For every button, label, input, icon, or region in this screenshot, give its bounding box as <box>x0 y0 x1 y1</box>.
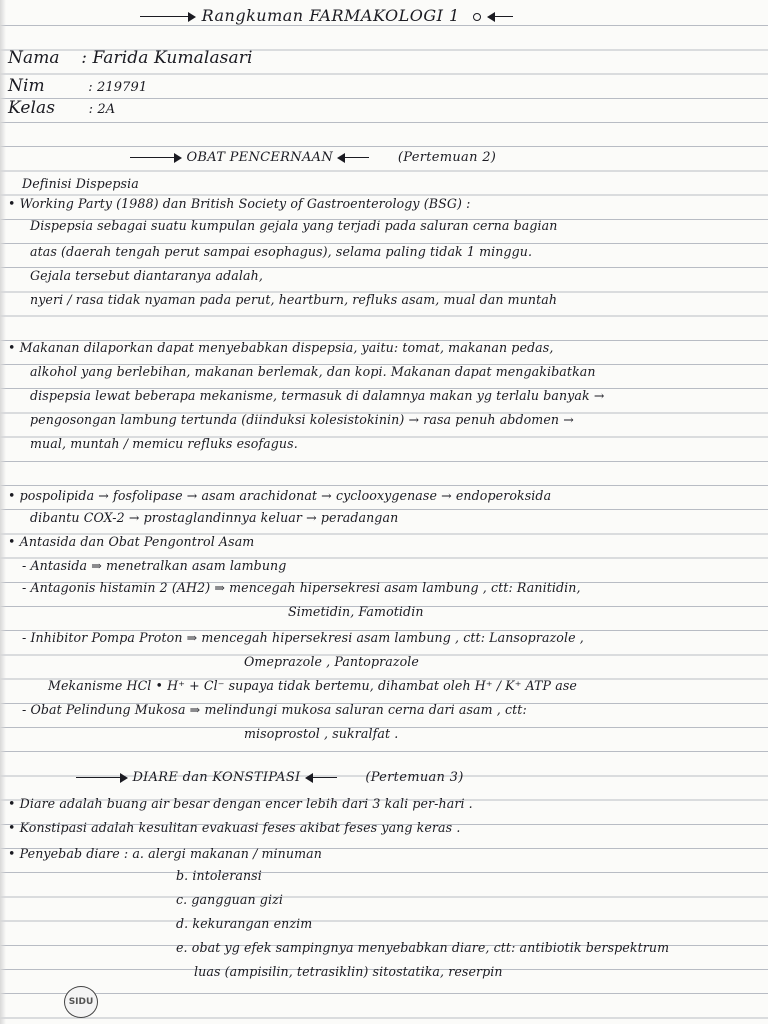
section-meeting: (Pertemuan 3) <box>365 770 464 785</box>
note-line: c. gangguan gizi <box>176 892 283 907</box>
page-edge-shadow <box>0 0 6 1024</box>
note-line: - Inhibitor Pompa Proton ⇒ mencegah hipersekresi asam lambung , ctt: Lansoprazole , <box>22 630 584 645</box>
name-value: : Farida Kumalasari <box>81 48 253 68</box>
section-heading: DIARE dan KONSTIPASI <box>132 770 301 785</box>
note-line: d. kekurangan enzim <box>176 916 313 931</box>
nim-label: Nim <box>8 76 45 96</box>
right-arrow-icon <box>76 773 128 783</box>
note-line: misoprostol , sukralfat . <box>244 726 399 741</box>
nim-value: : 219791 <box>88 80 148 95</box>
note-line: e. obat yg efek sampingnya menyebabkan diare, ctt: antibiotik berspektrum <box>176 940 670 955</box>
section-meeting: (Pertemuan 2) <box>397 150 497 165</box>
left-arrow-icon <box>487 12 513 22</box>
left-arrow-icon <box>337 153 369 163</box>
section-heading: OBAT PENCERNAAN <box>186 150 333 165</box>
note-line: • Antasida dan Obat Pengontrol Asam <box>8 534 255 549</box>
name-label: Nama <box>8 48 60 68</box>
page-title: Rangkuman FARMAKOLOGI 1 <box>201 6 460 25</box>
right-arrow-icon <box>130 153 182 163</box>
note-line: Gejala tersebut diantaranya adalah, <box>30 268 263 283</box>
note-line: dispepsia lewat beberapa mekanisme, termasuk di dalamnya makan yg terlalu banyak → <box>30 388 605 403</box>
note-line: - Antasida ⇒ menetralkan asam lambung <box>22 558 287 573</box>
note-line: • Working Party (1988) dan British Society of Gastroenterology (BSG) : <box>8 196 471 211</box>
note-line: nyeri / rasa tidak nyaman pada perut, heartburn, refluks asam, mual dan muntah <box>30 292 558 307</box>
note-line: • pospolipida → fosfolipase → asam arachidonat → cyclooxygenase → endoperoksida <box>8 488 552 503</box>
note-line: mual, muntah / memicu refluks esofagus. <box>30 436 298 451</box>
notebook-brand-logo <box>64 986 98 1018</box>
kelas-label: Kelas <box>8 98 56 118</box>
identity-name-row <box>8 50 253 66</box>
right-arrow-icon <box>140 12 196 22</box>
section-heading-row <box>130 150 496 166</box>
note-line: • Penyebab diare : a. alergi makanan / minuman <box>8 846 322 861</box>
identity-kelas-row <box>8 100 115 118</box>
note-line: atas (daerah tengah perut sampai esophagus), selama paling tidak 1 minggu. <box>30 244 533 259</box>
page-title-row <box>140 8 513 24</box>
note-line: pengosongan lambung tertunda (diinduksi kolesistokinin) → rasa penuh abdomen → <box>30 412 574 427</box>
note-line: Dispepsia sebagai suatu kumpulan gejala yang terjadi pada saluran cerna bagian <box>30 218 558 233</box>
note-line: b. intoleransi <box>176 868 262 883</box>
note-line: Definisi Dispepsia <box>22 176 139 191</box>
note-line: alkohol yang berlebihan, makanan berlemak, dan kopi. Makanan dapat mengakibatkan <box>30 364 596 379</box>
note-line: - Antagonis histamin 2 (AH2) ⇒ mencegah hipersekresi asam lambung , ctt: Ranitidin, <box>22 580 581 595</box>
note-line: Omeprazole , Pantoprazole <box>244 654 419 669</box>
left-arrow-icon <box>305 773 337 783</box>
identity-nim-row <box>8 78 147 96</box>
bullet-circle-icon <box>473 13 481 21</box>
note-line: • Konstipasi adalah kesulitan evakuasi feses akibat feses yang keras . <box>8 820 461 835</box>
note-line: Mekanisme HCl • H⁺ + Cl⁻ supaya tidak bertemu, dihambat oleh H⁺ / K⁺ ATP ase <box>48 678 577 693</box>
logo-text: SIDU <box>68 997 94 1007</box>
note-line: - Obat Pelindung Mukosa ⇒ melindungi mukosa saluran cerna dari asam , ctt: <box>22 702 527 717</box>
note-line: dibantu COX-2 → prostaglandinnya keluar → peradangan <box>30 510 399 525</box>
note-line: • Makanan dilaporkan dapat menyebabkan dispepsia, yaitu: tomat, makanan pedas, <box>8 340 554 355</box>
kelas-value: : 2A <box>88 102 116 117</box>
note-line: • Diare adalah buang air besar dengan encer lebih dari 3 kali per-hari . <box>8 796 473 811</box>
note-line: luas (ampisilin, tetrasiklin) sitostatika, reserpin <box>194 964 503 979</box>
section-heading-row <box>76 770 464 786</box>
note-line: Simetidin, Famotidin <box>288 604 424 619</box>
